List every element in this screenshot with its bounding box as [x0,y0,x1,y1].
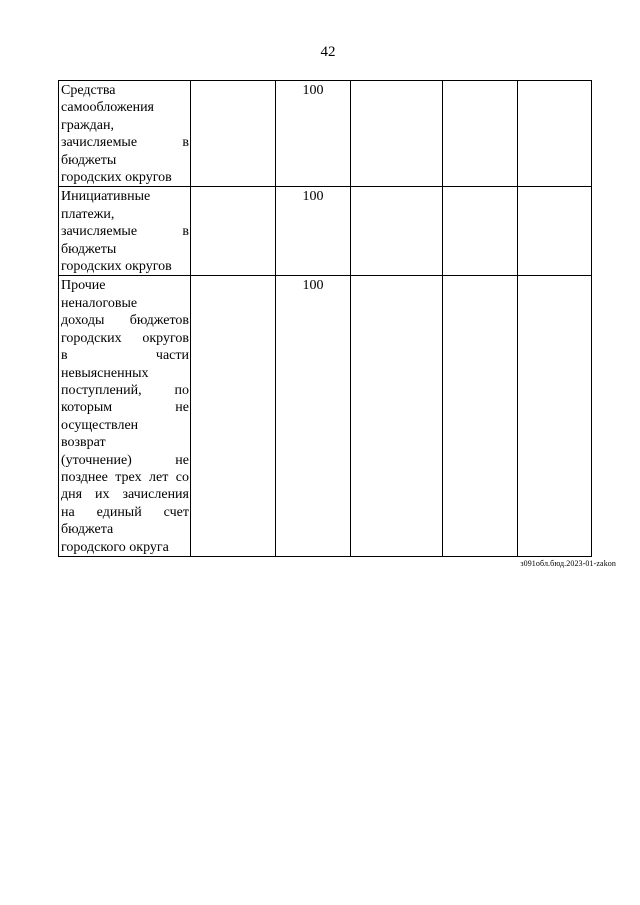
revenue-name-line: позднее трех лет со [61,469,189,485]
empty-cell [351,276,443,557]
code-cell [191,276,276,557]
revenue-name-line: Инициативные [61,189,151,205]
revenue-name-line: Прочие [61,278,106,294]
empty-cell [443,187,518,276]
empty-cell [518,81,592,187]
revenue-norms-table [58,80,592,557]
revenue-name-cell [59,81,191,187]
revenue-name-line: Средства [61,83,116,98]
revenue-name-line: бюджеты [61,241,117,257]
revenue-name-line: зачисляемые в [61,224,189,240]
revenue-name-line: городских округов [61,259,172,275]
revenue-name-line: зачисляемые в [61,135,189,151]
revenue-name-line: которым не [61,400,189,416]
table-row [59,187,592,276]
norm-cell: 100 [276,276,351,557]
revenue-name-cell [59,187,191,276]
revenue-name-line: городских округов [61,170,172,186]
revenue-name-line: (уточнение) не [61,452,189,468]
revenue-name-line: городских округов [61,330,189,346]
code-cell [191,81,276,187]
revenue-name-line: городского округа [61,539,169,555]
revenue-name-line: бюджеты [61,152,117,168]
revenue-name-cell [59,276,191,557]
revenue-name-line: возврат [61,435,106,451]
revenue-name-line: бюджета [61,522,114,538]
empty-cell [518,187,592,276]
empty-cell [518,276,592,557]
revenue-name-line: платежи, [61,206,115,222]
revenue-name-line: невыясненных [61,365,149,381]
page-number: 42 [320,44,336,60]
norm-cell: 100 [276,81,351,187]
revenue-name-line: на единый счет [61,504,189,520]
revenue-name-line: поступлений, по [61,382,189,398]
revenue-name-line: доходы бюджетов [61,313,189,329]
table-row [59,276,592,557]
revenue-name-line: дня их зачисления [61,487,189,503]
document-code: з091обл.бюд.2023-01-zakon [520,559,616,568]
table-row [59,81,592,187]
revenue-name-line: граждан, [61,117,114,133]
empty-cell [443,276,518,557]
empty-cell [443,81,518,187]
revenue-name-line: осуществлен [61,417,139,433]
empty-cell [351,187,443,276]
revenue-name-line: в части [61,348,189,364]
norm-cell: 100 [276,187,351,276]
empty-cell [351,81,443,187]
revenue-name-line: самообложения [61,100,154,116]
code-cell [191,187,276,276]
revenue-name-line: неналоговые [61,295,138,311]
